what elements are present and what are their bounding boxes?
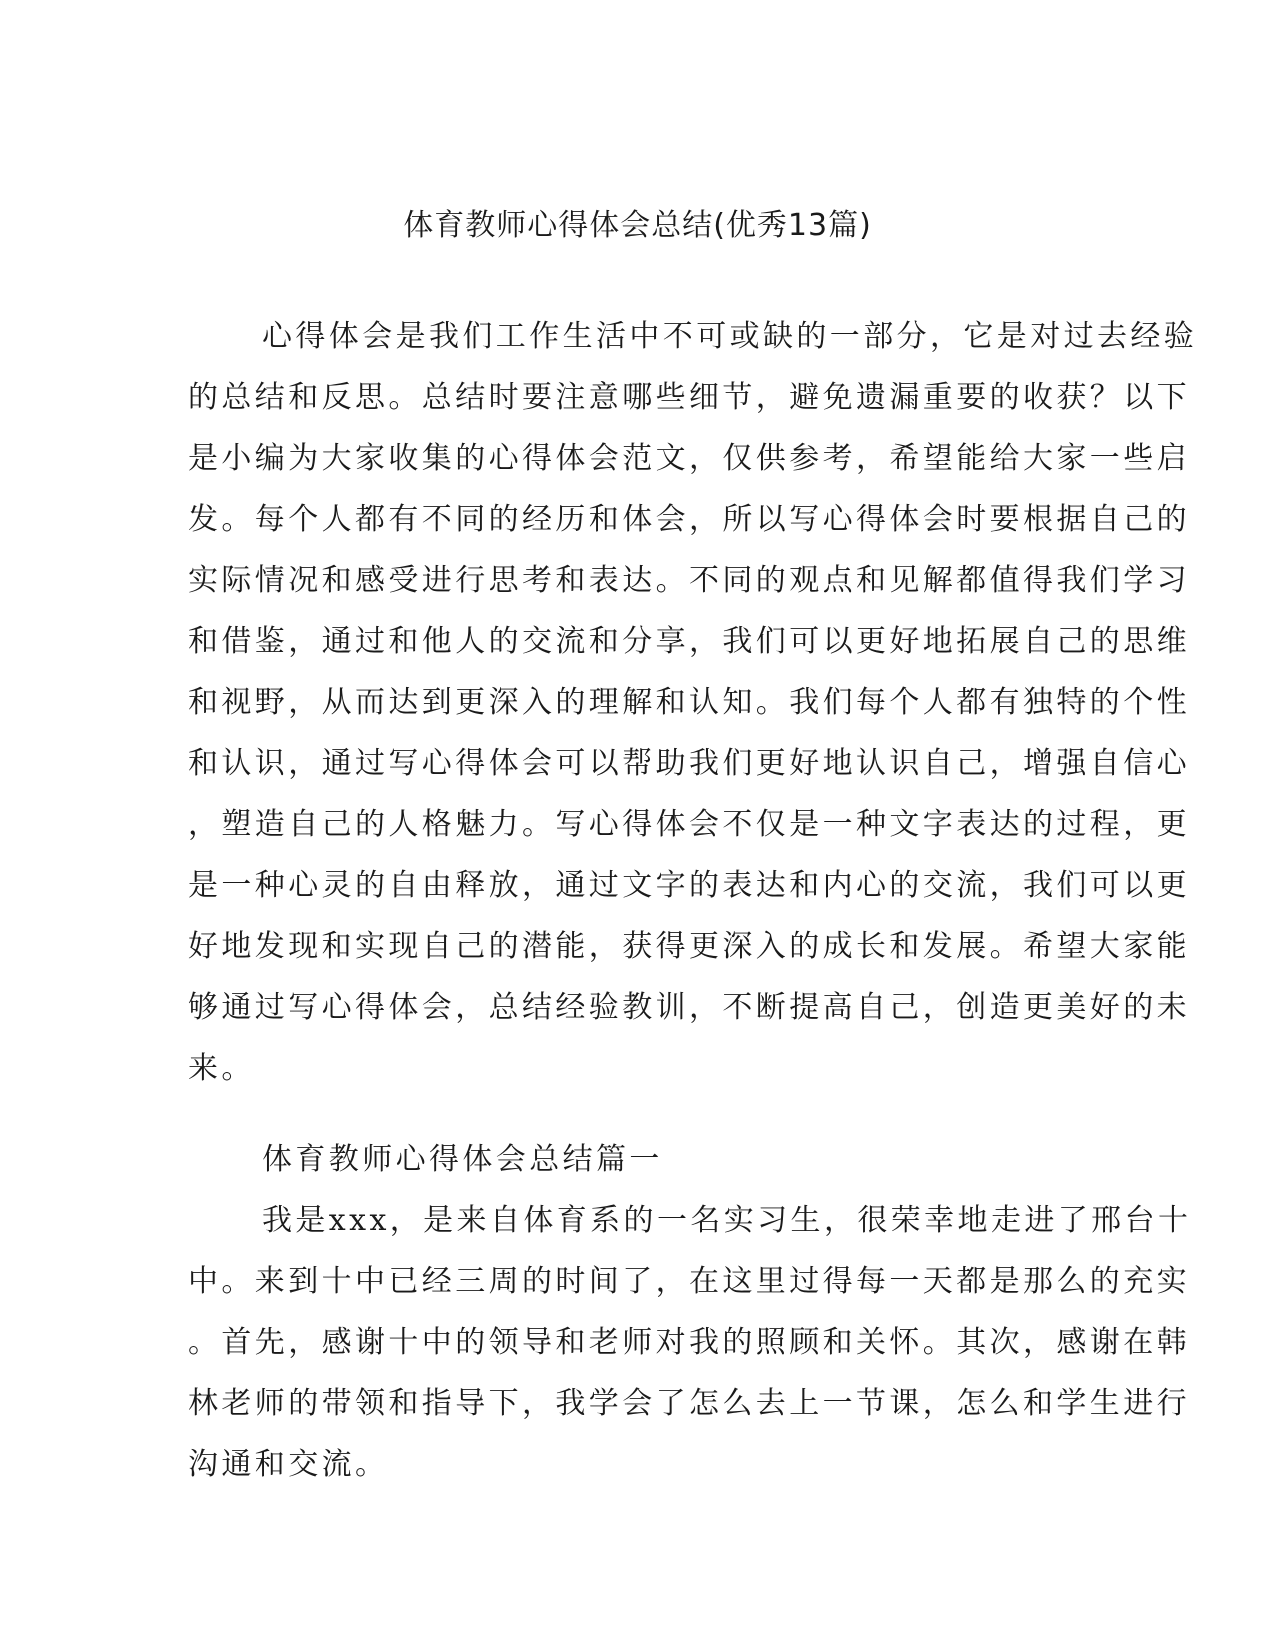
paragraph-line: 的总结和反思。总结时要注意哪些细节，避免遗漏重要的收获？以下 [188, 380, 1190, 415]
paragraph-line: 是一种心灵的自由释放，通过文字的表达和内心的交流，我们可以更 [188, 868, 1190, 903]
section-paragraph [188, 1190, 1192, 1495]
document-title: 体育教师心得体会总结(优秀13篇) [403, 208, 872, 243]
paragraph-line: 和认识，通过写心得体会可以帮助我们更好地认识自己，增强自信心 [188, 746, 1190, 781]
paragraph-line: 心得体会是我们工作生活中不可或缺的一部分，它是对过去经验 [262, 319, 1198, 354]
paragraph-line: 中。来到十中已经三周的时间了，在这里过得每一天都是那么的充实 [188, 1264, 1190, 1299]
paragraph-line: 沟通和交流。 [188, 1447, 389, 1482]
paragraph-line: 。首先，感谢十中的领导和老师对我的照顾和关怀。其次，感谢在韩 [188, 1325, 1190, 1360]
paragraph-line: 和视野，从而达到更深入的理解和认知。我们每个人都有独特的个性 [188, 685, 1190, 720]
paragraph-line: 发。每个人都有不同的经历和体会，所以写心得体会时要根据自己的 [188, 502, 1190, 537]
paragraph-line: 好地发现和实现自己的潜能，获得更深入的成长和发展。希望大家能 [188, 929, 1190, 964]
section-heading: 体育教师心得体会总结篇一 [262, 1142, 663, 1177]
intro-paragraph [188, 306, 1198, 1099]
paragraph-line: 来。 [188, 1051, 255, 1086]
paragraph-line: 够通过写心得体会，总结经验教训，不断提高自己，创造更美好的未 [188, 990, 1190, 1025]
section-heading-block [188, 1129, 1088, 1190]
paragraph-line: 是小编为大家收集的心得体会范文，仅供参考，希望能给大家一些启 [188, 441, 1190, 476]
paragraph-line: 我是xxx，是来自体育系的一名实习生，很荣幸地走进了邢台十 [262, 1203, 1192, 1238]
paragraph-line: 林老师的带领和指导下，我学会了怎么去上一节课，怎么和学生进行 [188, 1386, 1190, 1421]
paragraph-line: 实际情况和感受进行思考和表达。不同的观点和见解都值得我们学习 [188, 563, 1190, 598]
paragraph-line: ，塑造自己的人格魅力。写心得体会不仅是一种文字表达的过程，更 [188, 807, 1190, 842]
paragraph-line: 和借鉴，通过和他人的交流和分享，我们可以更好地拓展自己的思维 [188, 624, 1190, 659]
